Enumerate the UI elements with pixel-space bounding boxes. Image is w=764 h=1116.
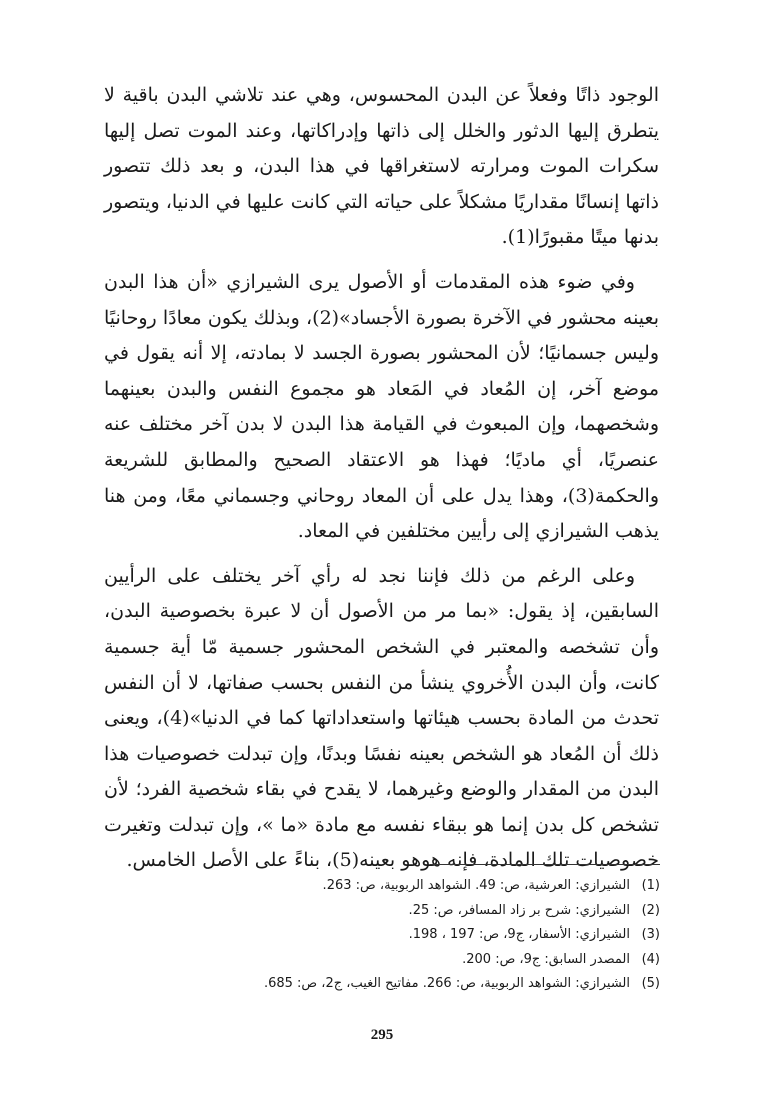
- footnote-number: (4): [641, 951, 660, 967]
- footnotes: [105, 874, 660, 997]
- footnote-number: (5): [641, 976, 660, 992]
- page-number: 295: [370, 1027, 394, 1043]
- footnote-text: الشيرازي: الشواهد الربوبية، ص: 266. مفاتيح الغيب، ج2، ص: 685.: [263, 976, 630, 992]
- footnote-2: [105, 899, 660, 924]
- footnote-text: المصدر السابق: ج9، ص: 200.: [462, 951, 630, 967]
- footnote-1: [105, 874, 660, 899]
- footnote-3: [105, 923, 660, 948]
- main-text: [104, 78, 659, 879]
- paragraph-3: وعلى الرغم من ذلك فإننا نجد له رأي آخر يختلف على الرأيين السابقين، إذ يقول: «بما مر من الأصول أن لا عبرة بخصوصية البدن، وأن تشخصه والمعتبر في الشخص المحشور جسمية مّا أية جسمية كانت، وأن البدن الأُخروي ينشأ من النفس بحسب صفاتها، لا أن النفس تحدث من المادة بحسب هيئاتها واستعداداتها كما في الدنيا»(4)، ويعنى ذلك أن المُعاد هو الشخص بعينه نفسًا وبدنًا، وإن تبدلت خصوصيات هذا البدن من المقدار والوضع وغيرهما، لا يقدح في بقاء شخصية الفرد؛ لأن تشخص كل بدن إنما هو ببقاء نفسه مع مادة «ما »، وإن تبدلت وتغيرت خصوصيات تلك المادة، فإنه هوهو بعينه(5)، بناءً على الأصل الخامس.: [104, 564, 659, 872]
- footnote-5: [105, 972, 660, 997]
- footnote-number: (3): [641, 927, 660, 943]
- footnote-text: الشيرازي: العرشية، ص: 49. الشواهد الربوبية، ص: 263.: [322, 878, 630, 893]
- footnote-4: [105, 948, 660, 973]
- footnote-divider: [430, 864, 660, 865]
- footnote-text: الشيرازي: الأسفار، ج9، ص: 197 ، 198.: [408, 927, 630, 943]
- footnote-number: (1): [641, 878, 660, 893]
- paragraph-1: الوجود ذاتًا وفعلاً عن البدن المحسوس، وهي عند تلاشي البدن باقية لا يتطرق إليها الدثور والخلل إلى ذاتها وإدراكاتها، وعند الموت تصل إليها سكرات الموت ومرارته لاستغراقها في هذا البدن، و بعد ذلك تتصور ذاتها إنسانًا مقداريًا مشكلاً على حياته التي كانت عليها في الدنيا، ويتصور بدنها ميتًا مقبورًا(1).: [104, 84, 659, 249]
- paragraph-2: وفي ضوء هذه المقدمات أو الأصول يرى الشيرازي «أن هذا البدن بعينه محشور في الآخرة بصورة الأجساد»(2)، وبذلك يكون معادًا روحانيًا وليس جسمانيًا؛ لأن المحشور بصورة الجسد لا بمادته، إلا أنه يقول في موضع آخر، إن المُعاد في المَعاد هو مجموع النفس والبدن بعينهما وشخصهما، وإن المبعوث في القيامة هذا البدن لا بدن آخر مختلف عنه عنصريًا، أي ماديًا؛ فهذا هو الاعتقاد الصحيح والمطابق للشريعة والحكمة(3)، وهذا يدل على أن المعاد روحاني وجسماني معًا، ومن هنا يذهب الشيرازي إلى رأيين مختلفين في المعاد.: [104, 270, 659, 543]
- footnote-text: الشيرازي: شرح بر زاد المسافر، ص: 25.: [408, 902, 630, 918]
- footnote-number: (2): [641, 902, 660, 918]
